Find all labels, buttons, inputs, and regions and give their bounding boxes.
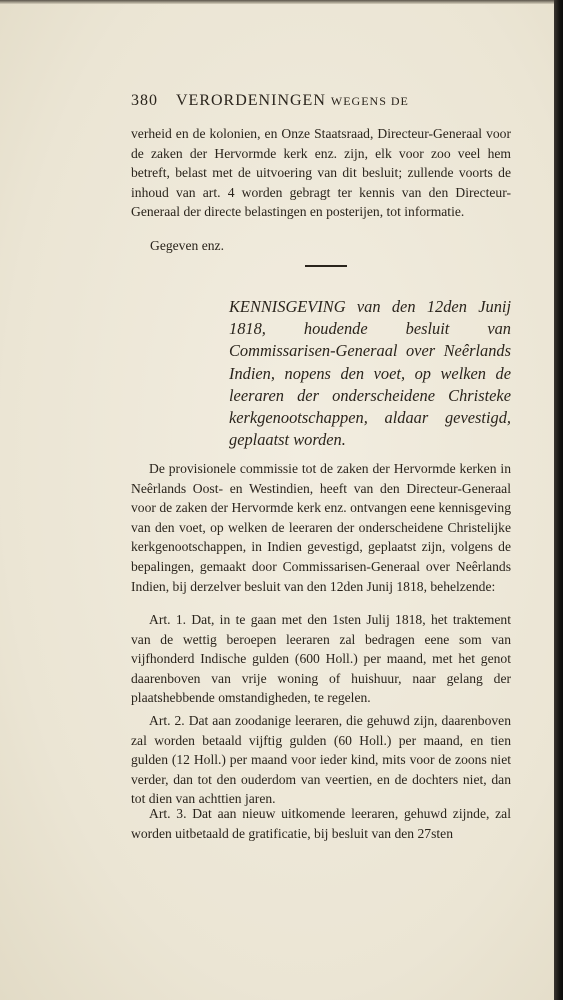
signoff: Gegeven enz. bbox=[150, 238, 224, 253]
article-1: Art. 1. Dat, in te gaan met den 1sten Julij 1818, het traktement van de wettig beroepen leeraren zal bedragen eene som van vijfhonderd Indische gulden (600 Holl.) per maand, met het genot daarenboven van vrije woning of huishuur, naar gelang der plaatshebbende omstandigheden, te regelen. bbox=[131, 612, 511, 706]
article-2: Art. 2. Dat aan zoodanige leeraren, die gehuwd zijn, daarenboven zal worden betaald vijftig gulden (60 Holl.) per maand, en tien gulden (12 Holl.) per maand voor ieder kind, mits voor de zoons niet verder, dan tot den ouderdom van veertien, en de dochters niet, dan tot dien van achttien jaren. bbox=[131, 713, 511, 807]
book-page bbox=[0, 4, 554, 1000]
paragraph-2: De provisionele commissie tot de zaken der Hervormde kerken in Neêrlands Oost- en Westindien, heeft van den Directeur-Generaal voor de zaken der Hervormde kerk enz. ontvangen eene kennisgeving van den voet, op welken de leeraren der onderscheidene Christelijke kerkgenootschappen, in Indien gevestigd, geplaatst zijn, volgens de bepalingen, gemaakt door Commissarisen-Generaal over Neêrlands Indien, bij derzelver besluit van den 12den Junij 1818, behelzende: bbox=[131, 461, 511, 594]
article-3: Art. 3. Dat aan nieuw uitkomende leeraren, gehuwd zijnde, zal worden uitbetaald de gratificatie, bij besluit van den 27sten bbox=[131, 806, 511, 841]
page-number: 380 bbox=[131, 92, 158, 109]
running-title-small: WEGENS DE bbox=[330, 94, 409, 108]
section-heading: KENNISGEVING van den 12den Junij 1818, houdende besluit van Commissarisen-Generaal over Neêrlands Indien, nopens den voet, op welken de leeraren der onderscheidene Christeke kerkgenootschappen, aldaar gevestigd, geplaatst worden. bbox=[229, 297, 511, 450]
running-title: VERORDENINGEN bbox=[176, 92, 326, 109]
page-right-edge bbox=[554, 0, 563, 1000]
running-head bbox=[131, 92, 511, 110]
section-divider bbox=[305, 265, 347, 267]
paragraph-1: verheid en de kolonien, en Onze Staatsraad, Directeur-Generaal voor de zaken der Hervormde kerk enz. zijn, elk voor zoo veel hem betreft, belast met de uitvoering van dit besluit; zullende voorts de inhoud van art. 4 worden gebragt ter kennis van den Directeur-Generaal der directe belastingen en posterijen, tot informatie. bbox=[131, 126, 511, 220]
